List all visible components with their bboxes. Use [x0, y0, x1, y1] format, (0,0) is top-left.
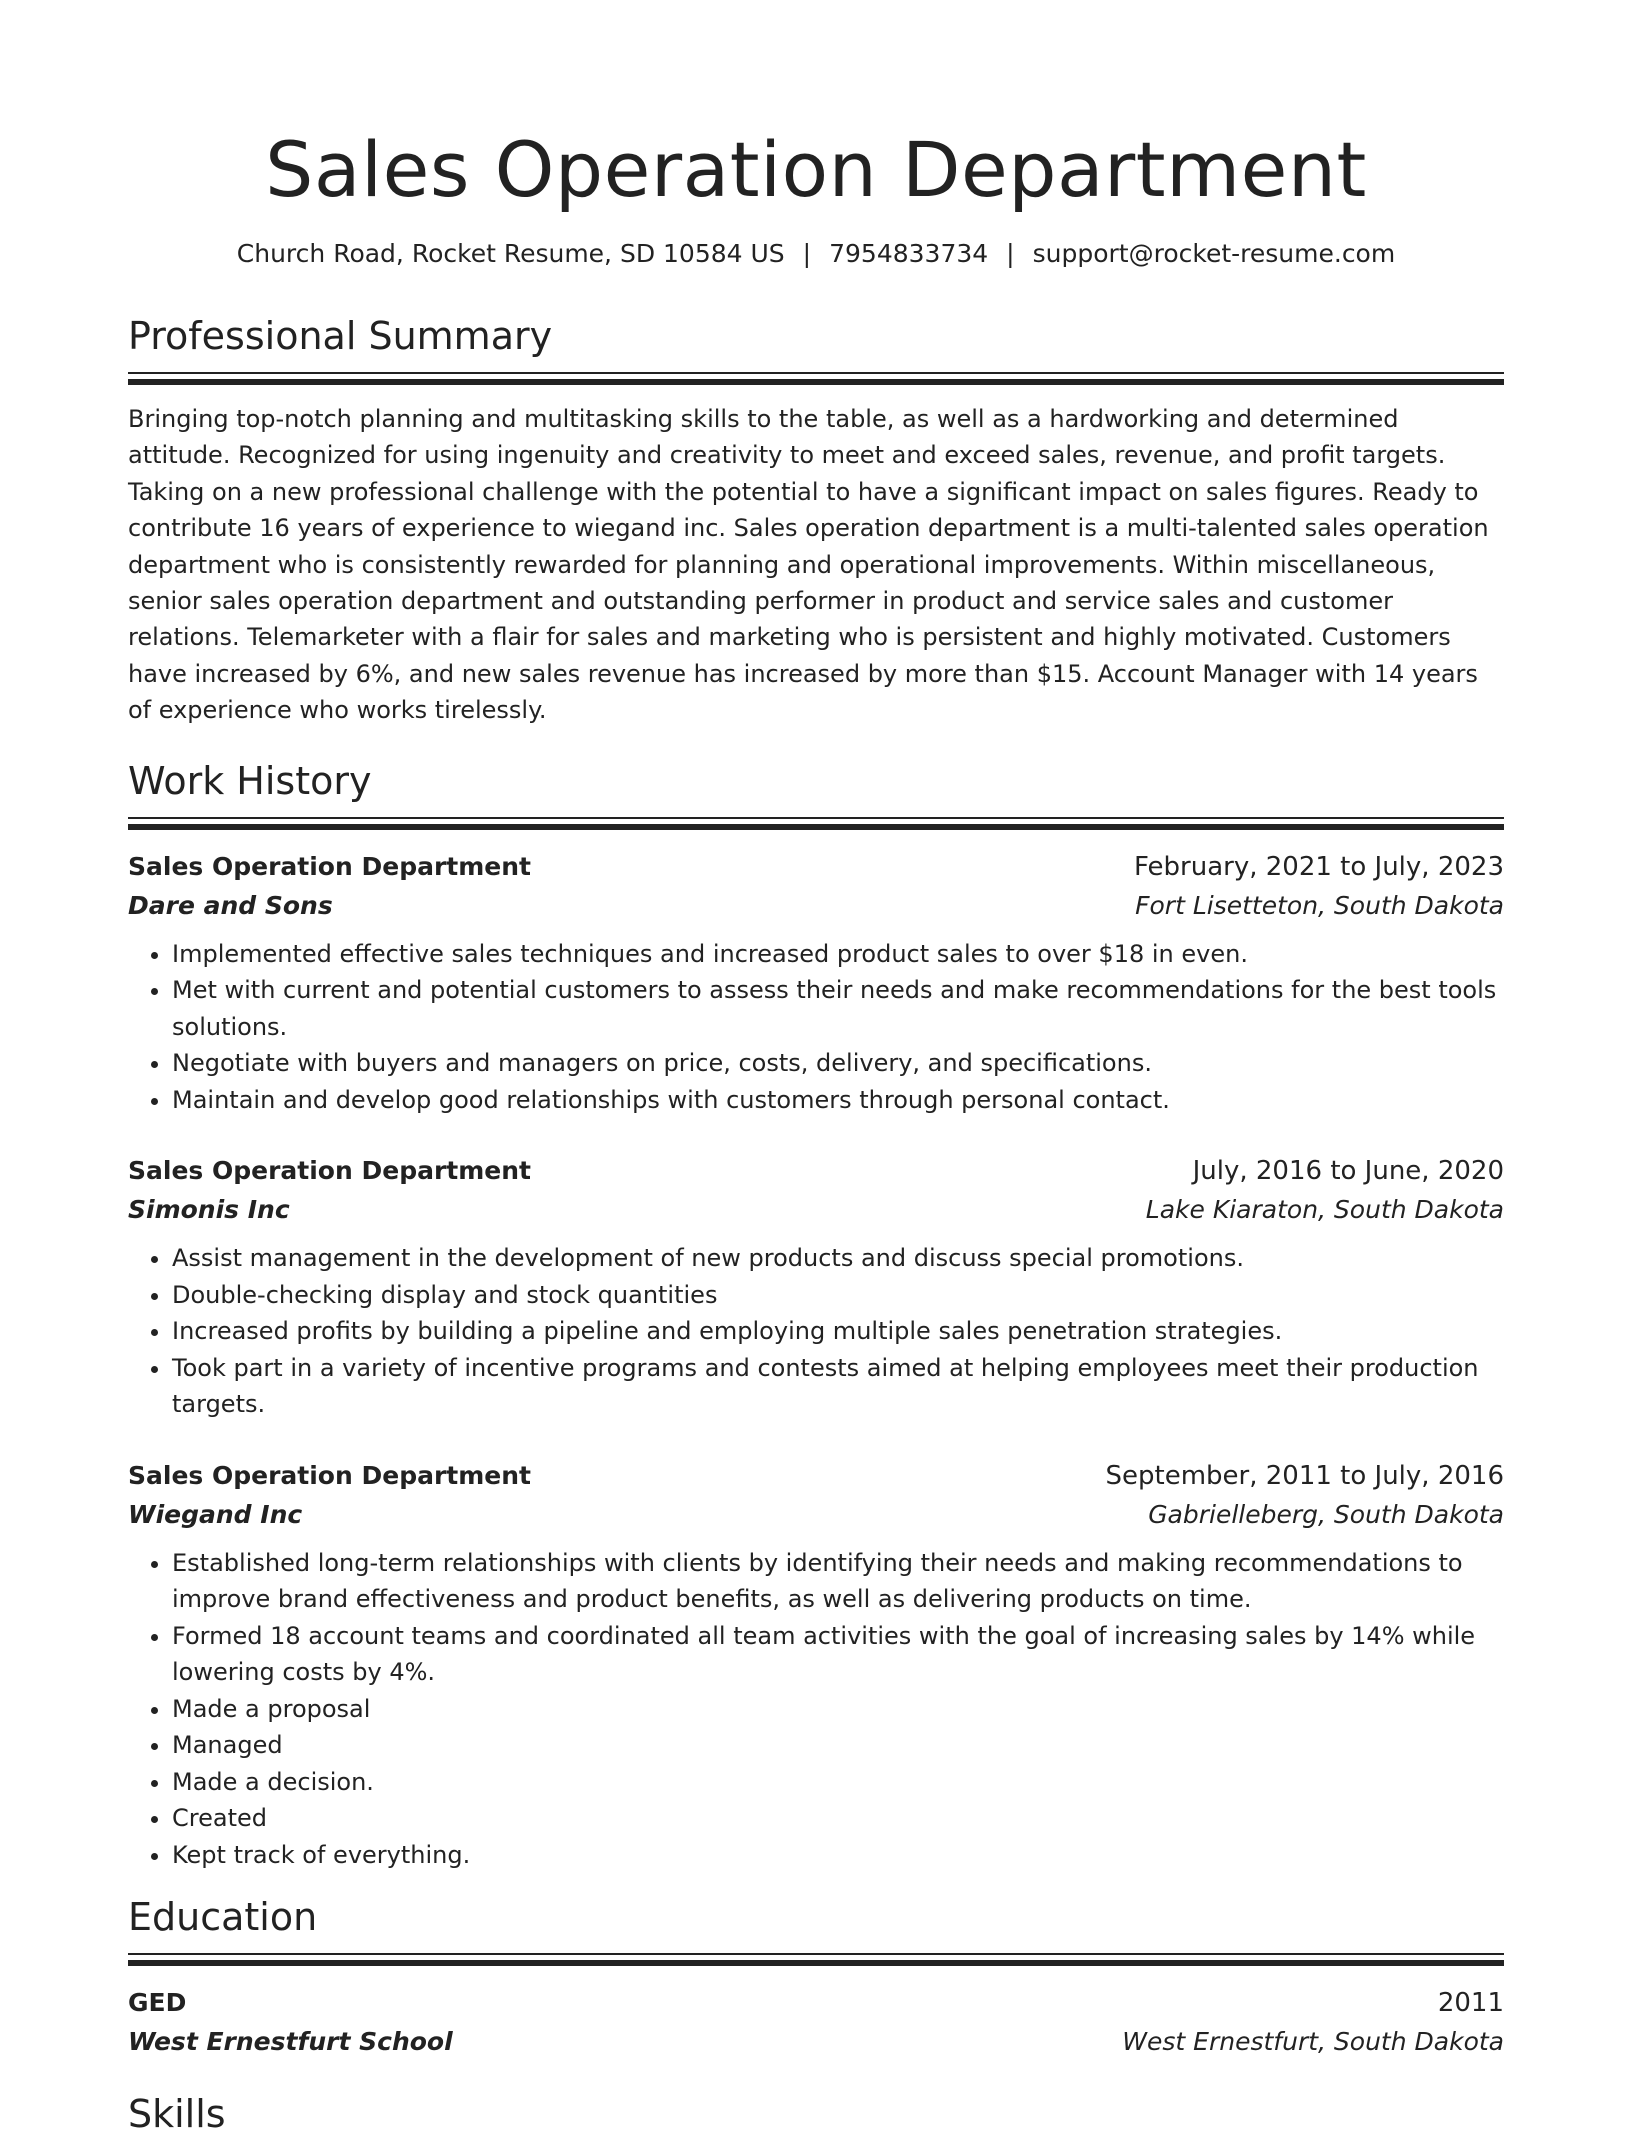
section-title-skills: Skills: [128, 2092, 226, 2137]
section-divider: [128, 817, 1504, 830]
company-name: Wiegand Inc: [128, 1499, 303, 1529]
list-item: • Implemented effective sales techniques and increased product sales to over $18 in even.: [172, 936, 1504, 973]
job-entry: [128, 848, 1504, 1119]
job-bullets: [128, 936, 1504, 1119]
section-title-summary: Professional Summary: [128, 314, 553, 358]
section-title-work-history: Work History: [128, 758, 372, 803]
list-item: • Increased profits by building a pipeline and employing multiple sales penetration strategies.: [172, 1313, 1504, 1350]
job-dates: July, 2016 to June, 2020: [1192, 1156, 1504, 1187]
education-entry: [128, 1984, 1504, 2062]
degree: GED: [128, 1988, 187, 2018]
job-bullets: [128, 1240, 1504, 1423]
school-location: West Ernestfurt, South Dakota: [1122, 2027, 1504, 2057]
job-location: Fort Lisetteton, South Dakota: [1135, 890, 1504, 920]
list-item: • Created: [172, 1800, 1504, 1837]
list-item: • Kept track of everything.: [172, 1837, 1504, 1874]
job-title: Sales Operation Department: [128, 1460, 531, 1490]
address: Church Road, Rocket Resume, SD 10584 US: [236, 239, 785, 268]
phone: 7954833734: [829, 239, 989, 268]
list-item: • Double-checking display and stock quantities: [172, 1277, 1504, 1314]
contact-separator: |: [1006, 239, 1015, 268]
company-name: Simonis Inc: [128, 1195, 290, 1225]
graduation-year: 2011: [1437, 1988, 1504, 2019]
job-bullets: [128, 1545, 1504, 1874]
candidate-name: Sales Operation Department: [265, 125, 1367, 214]
list-item: • Made a decision.: [172, 1764, 1504, 1801]
list-item: • Met with current and potential customers to assess their needs and make recommendations for the best tools solutions.: [172, 972, 1504, 1045]
section-title-education: Education: [128, 1895, 318, 1940]
job-location: Lake Kiaraton, South Dakota: [1145, 1195, 1504, 1225]
job-title: Sales Operation Department: [128, 851, 531, 881]
list-item: • Managed: [172, 1727, 1504, 1764]
job-title: Sales Operation Department: [128, 1156, 531, 1186]
section-divider: [128, 1953, 1504, 1966]
list-item: • Assist management in the development of new products and discuss special promotions.: [172, 1240, 1504, 1277]
job-dates: September, 2011 to July, 2016: [1105, 1460, 1504, 1491]
list-item: • Negotiate with buyers and managers on price, costs, delivery, and specifications.: [172, 1045, 1504, 1082]
section-divider: [128, 372, 1504, 385]
list-item: • Maintain and develop good relationships with customers through personal contact.: [172, 1082, 1504, 1119]
contact-line: [128, 236, 1504, 272]
job-location: Gabrielleberg, South Dakota: [1148, 1499, 1504, 1529]
email-link[interactable]: support@rocket-resume.com: [1032, 239, 1396, 268]
job-entry: [128, 1152, 1504, 1423]
summary-text: Bringing top-notch planning and multitasking skills to the table, as well as a hardworking and determined attitude. Recognized for using ingenuity and creativity to meet and exceed sales, revenue, and profit targets. Taking on a new professional challenge with the potential to have a significant impact on sales figures. Ready to contribute 16 years of experience to wiegand inc. Sales operation department is a multi-talented sales operation department who is consistently rewarded for planning and operational improvements. Within miscellaneous, senior sales operation department and outstanding performer in product and service sales and customer relations. Telemarketer with a flair for sales and marketing who is persistent and highly motivated. Customers have increased by 6%, and new sales revenue has increased by more than $15. Account Manager with 14 years of experience who works tirelessly.: [128, 405, 1489, 725]
list-item: • Established long-term relationships with clients by identifying their needs and making recommendations to improve brand effectiveness and product benefits, as well as delivering products on time.: [172, 1545, 1504, 1618]
list-item: • Formed 18 account teams and coordinated all team activities with the goal of increasing sales by 14% while lowering costs by 4%.: [172, 1618, 1504, 1691]
list-item: • Took part in a variety of incentive programs and contests aimed at helping employees meet their production targets.: [172, 1350, 1504, 1423]
school-name: West Ernestfurt School: [128, 2027, 453, 2057]
company-name: Dare and Sons: [128, 890, 333, 920]
contact-separator: |: [802, 239, 812, 268]
job-dates: February, 2021 to July, 2023: [1134, 851, 1504, 882]
job-entry: [128, 1457, 1504, 1874]
list-item: • Made a proposal: [172, 1691, 1504, 1728]
